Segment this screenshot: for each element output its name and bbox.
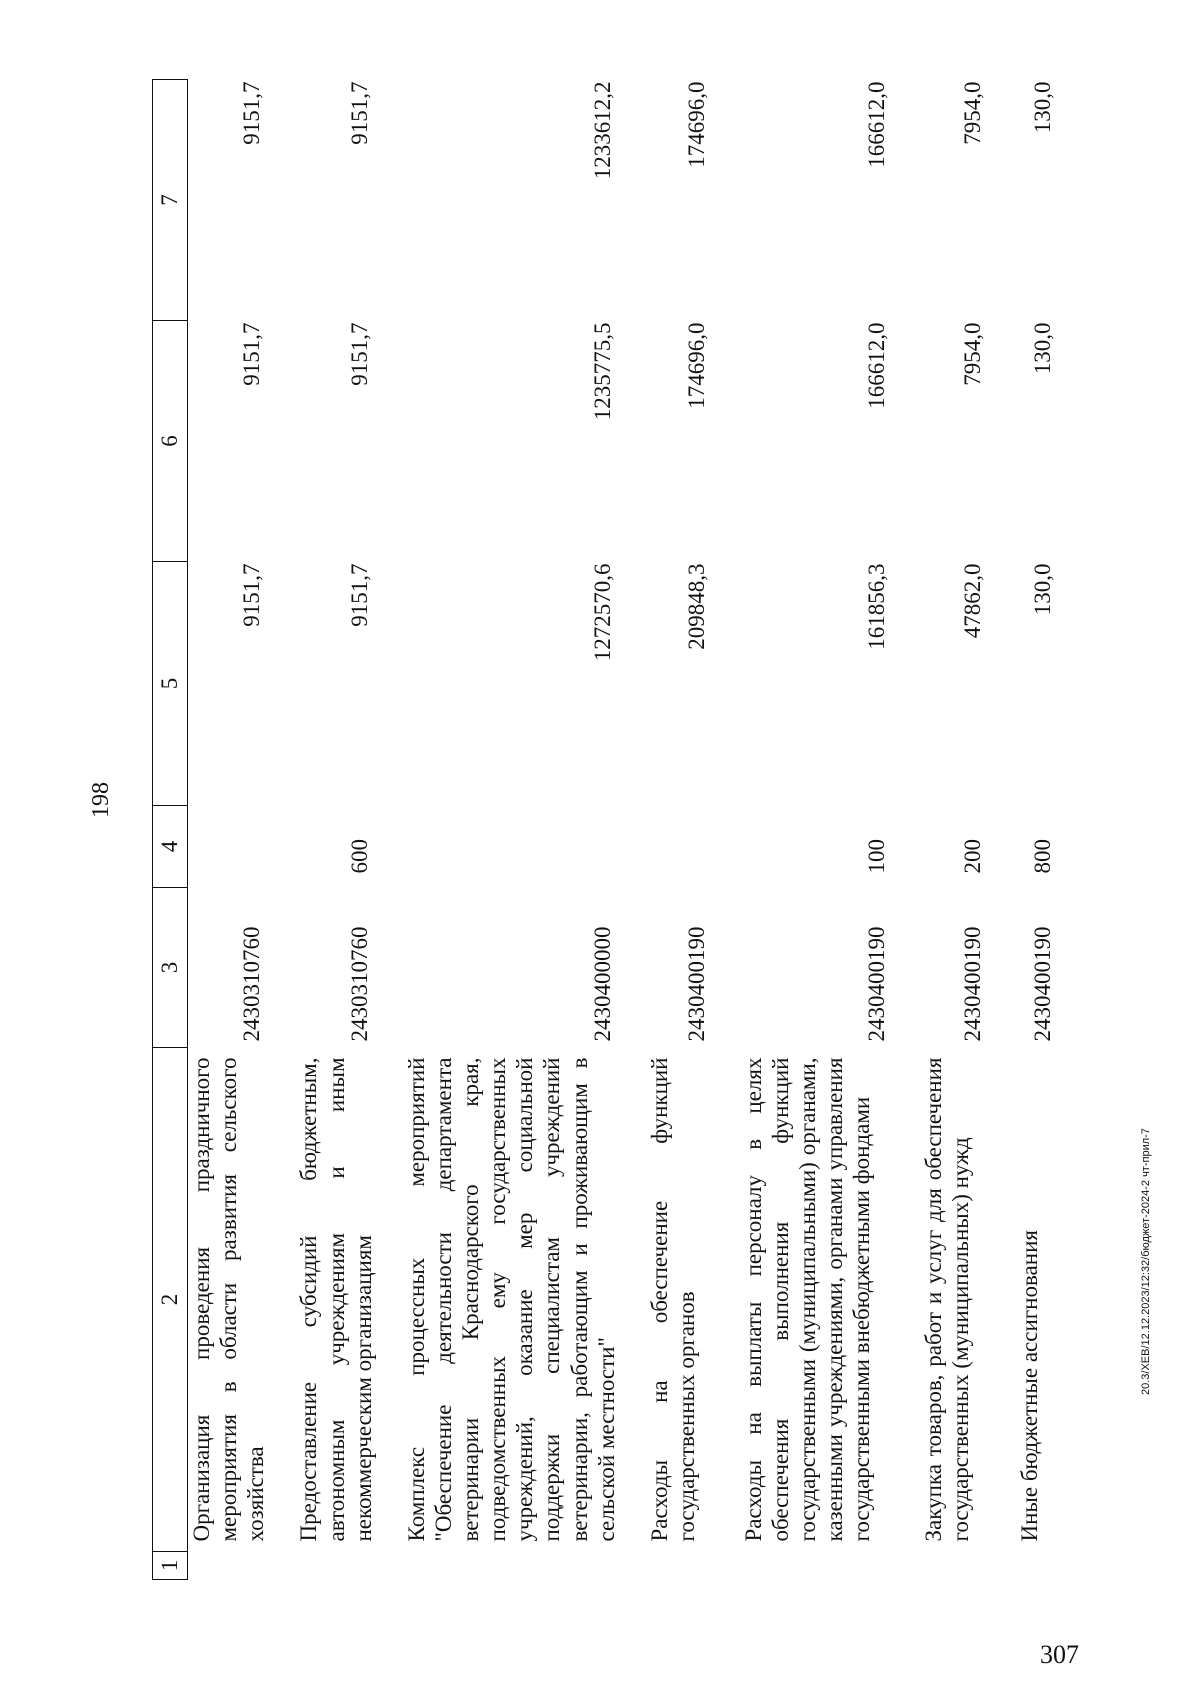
col-header-4: 4: [153, 806, 188, 888]
row-value-7: 1233612,2: [589, 81, 615, 180]
row-col1: [387, 1552, 630, 1580]
row-col1: [1000, 1552, 1070, 1580]
rotated-page: [88, 20, 1100, 1580]
col-header-7: 7: [153, 80, 188, 321]
header-row: [153, 80, 188, 1580]
row-value-7: 174696,0: [683, 81, 709, 168]
row-value-6: 9151,7: [239, 322, 265, 386]
row-value-5: 161856,3: [863, 563, 889, 650]
row-vr: 800: [1029, 839, 1055, 874]
row-vr: 600: [346, 839, 372, 874]
table-row: [387, 80, 630, 1580]
row-value-6: 9151,7: [346, 322, 372, 386]
row-code: 2430400190: [683, 926, 709, 1042]
table-row: [279, 80, 386, 1580]
table-row: [724, 80, 904, 1580]
row-value-6: 1235775,5: [589, 322, 615, 421]
row-value-5: 47862,0: [959, 563, 985, 639]
row-value-7: 9151,7: [346, 81, 372, 145]
col-header-5: 5: [153, 562, 188, 806]
row-value-5: 209848,3: [683, 563, 709, 650]
row-col1: [630, 1552, 724, 1580]
col-header-3: 3: [153, 888, 188, 1048]
row-code: 2430400000: [589, 926, 615, 1042]
row-col1: [904, 1552, 1000, 1580]
row-value-5: 130,0: [1029, 563, 1055, 616]
row-name: Расходы на обеспечение функций государственных органов: [646, 1057, 699, 1542]
col-header-1: 1: [153, 1552, 188, 1580]
row-vr: [630, 806, 724, 888]
row-code: 2430310760: [346, 926, 372, 1042]
col-header-6: 6: [153, 321, 188, 562]
row-code: 2430400190: [1029, 926, 1055, 1042]
row-vr: [387, 806, 630, 888]
row-name: Иные бюджетные ассигнования: [1016, 1230, 1042, 1542]
row-code: 2430310760: [239, 926, 265, 1042]
row-value-7: 130,0: [1029, 81, 1055, 134]
table-row: [904, 80, 1000, 1580]
row-value-6: 130,0: [1029, 322, 1055, 375]
page-number-bottom: 307: [1040, 1640, 1079, 1669]
row-code: 2430400190: [959, 926, 985, 1042]
row-value-5: 9151,7: [239, 563, 265, 627]
row-value-7: 166612,0: [863, 81, 889, 168]
budget-table: [152, 79, 1070, 1580]
row-value-5: 9151,7: [346, 563, 372, 627]
row-value-5: 1272570,6: [589, 563, 615, 662]
row-value-6: 166612,0: [863, 322, 889, 409]
row-name: Закупка товаров, работ и услуг для обеспечения государственных (муниципальных) нужд: [920, 1057, 973, 1542]
table-row: [630, 80, 724, 1580]
row-value-6: 174696,0: [683, 322, 709, 409]
table-row: [188, 80, 280, 1580]
row-value-7: 7954,0: [959, 81, 985, 145]
page-number-top: 198: [88, 782, 114, 818]
col-header-2: 2: [153, 1048, 188, 1552]
footer-doc-id: 20.3/XEB/12.12.2023/12:32/бюджет-2024-2 чт-прил-7: [1140, 1128, 1152, 1395]
row-col1: [188, 1552, 280, 1580]
table-row: [1000, 80, 1070, 1580]
row-name: Комплекс процессных мероприятий "Обеспечение деятельности департамента ветеринарии Краснодарского края, подведомственных ему государственных учреждений, оказание мер социальной поддержки специалистам учреждений ветеринарии, работающим и проживающим в сельской местности": [403, 1057, 619, 1542]
row-name: Организация проведения праздничного мероприятия в области развития сельского хозяйства: [189, 1057, 269, 1542]
row-vr: 200: [959, 839, 985, 874]
row-vr: 100: [863, 839, 889, 874]
row-col1: [724, 1552, 904, 1580]
row-name: Предоставление субсидий бюджетным, автономным учреждениям и иным некоммерческим организациям: [296, 1057, 376, 1542]
row-vr: [188, 806, 280, 888]
row-value-6: 7954,0: [959, 322, 985, 386]
row-code: 2430400190: [863, 926, 889, 1042]
row-name: Расходы на выплаты персоналу в целях обеспечения выполнения функций государственными (муниципальными) органами, казенными учреждениями, органами управления государственными внебюджетными фондами: [740, 1057, 875, 1542]
row-value-7: 9151,7: [239, 81, 265, 145]
row-col1: [279, 1552, 386, 1580]
